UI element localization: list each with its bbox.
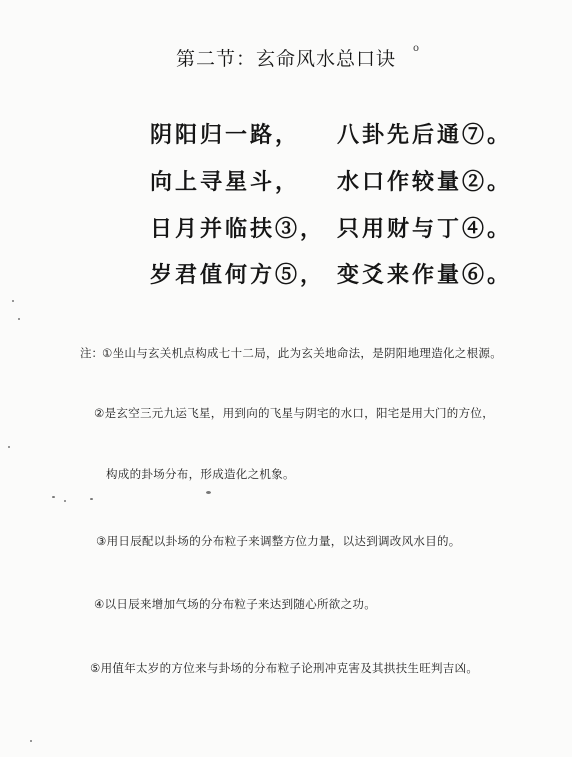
verse-1-left: 阴阳归一路， (150, 122, 301, 148)
scan-speck (90, 498, 93, 500)
scan-speck (12, 300, 14, 302)
verse-line-2 (0, 165, 572, 205)
verse-line-3 (0, 212, 572, 252)
scan-speck (206, 491, 211, 494)
verse-3-right: 只用财与丁④。 (337, 216, 513, 242)
title-stray-mark: o (413, 43, 420, 54)
verse-2-left: 向上寻星斗， (150, 169, 301, 195)
section-title: 第二节：玄命风水总口诀 (175, 48, 396, 70)
note-3: ③用日辰配以卦场的分布粒子来调整方位力量，以达到调改风水目的。 (96, 534, 461, 548)
note-4: ④以日辰来增加气场的分布粒子来达到随心所欲之功。 (94, 597, 377, 611)
verse-line-4 (0, 258, 572, 298)
verse-3-left: 日月并临扶③， (150, 216, 326, 242)
verse-4-left: 岁君值何方⑤， (150, 262, 326, 288)
note-2-line-2: 构成的卦场分布，形成造化之机象。 (106, 467, 295, 481)
verse-1-right: 八卦先后通⑦。 (337, 122, 513, 148)
note-1: ①坐山与玄关机点构成七十二局，此为玄关地命法，是阴阳地理造化之根源。 (102, 346, 503, 360)
scan-speck (18, 318, 20, 320)
note-5: ⑤用值年太岁的方位来与卦场的分布粒子论刑冲克害及其拱扶生旺判吉凶。 (90, 661, 479, 675)
verse-line-1 (0, 118, 572, 158)
note-2-line-1: ②是玄空三元九运飞星，用到向的飞星与阴宅的水口，阳宅是用大门的方位， (94, 406, 495, 420)
notes-label: 注： (80, 346, 103, 360)
scan-speck (30, 740, 32, 742)
verse-4-right: 变爻来作量⑥。 (337, 262, 513, 288)
scan-speck (52, 496, 55, 498)
scan-speck (64, 500, 66, 502)
verse-2-right: 水口作较量②。 (337, 169, 513, 195)
scan-speck (8, 446, 10, 448)
